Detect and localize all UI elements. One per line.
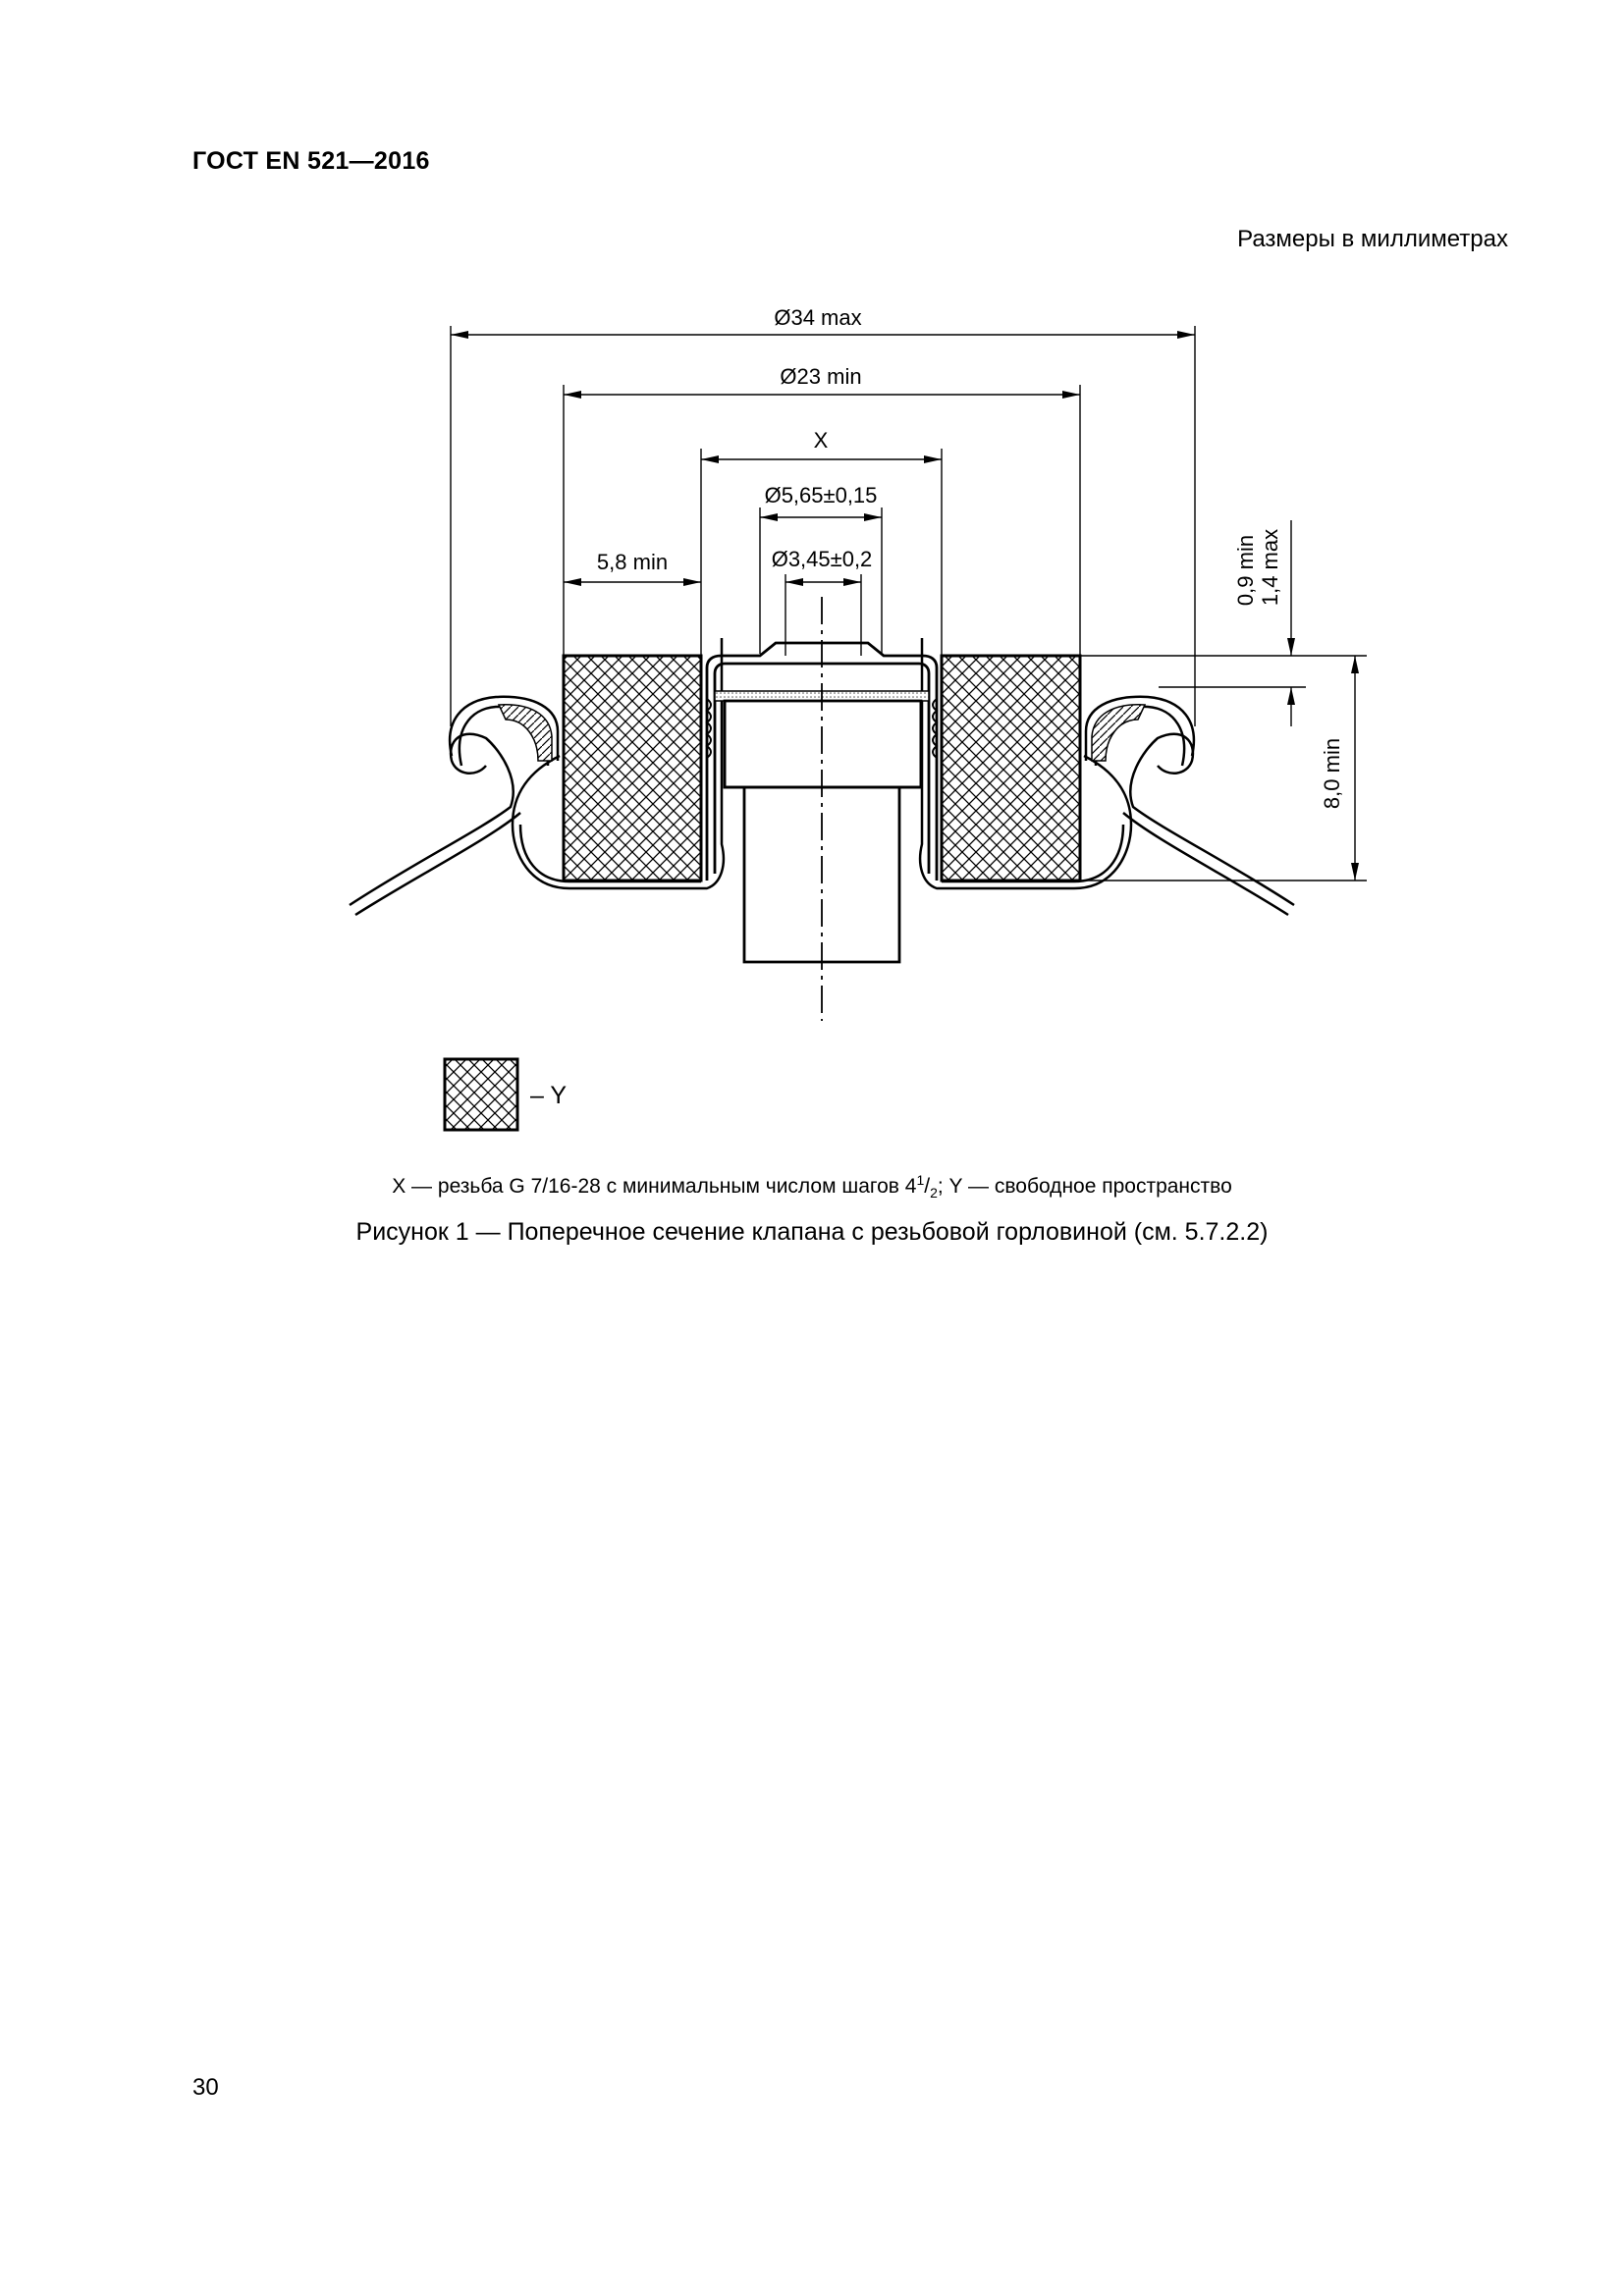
dim-label-w58: 5,8 min bbox=[596, 550, 669, 574]
left-bead-hatch bbox=[499, 705, 552, 761]
dim-label-h80: 8,0 min bbox=[1320, 737, 1344, 810]
seal-left bbox=[564, 656, 701, 881]
note-fraction-sup: 1 bbox=[916, 1172, 925, 1188]
legend-label: – Y bbox=[530, 1082, 568, 1109]
note-fraction-slash: / bbox=[924, 1175, 931, 1198]
units-note: Размеры в миллиметрах bbox=[1237, 226, 1508, 252]
dim-label-x: X bbox=[813, 428, 829, 453]
dim-label-d23: Ø23 min bbox=[780, 364, 862, 389]
document-header: ГОСТ EN 521—2016 bbox=[192, 147, 430, 175]
figure-note bbox=[0, 1172, 1624, 1201]
right-bead-hatch bbox=[1092, 705, 1145, 761]
seal-right bbox=[942, 656, 1080, 881]
note-text-part2: ; Y — свободное пространство bbox=[937, 1175, 1232, 1198]
dim-label-d565: Ø5,65±0,15 bbox=[764, 483, 878, 507]
page-number: 30 bbox=[192, 2074, 219, 2101]
dim-label-h14: 1,4 max bbox=[1258, 528, 1282, 607]
note-text-part1: X — резьба G 7/16-28 с минимальным числом шагов 4 bbox=[392, 1175, 917, 1198]
figure-caption: Рисунок 1 — Поперечное сечение клапана с резьбовой горловиной (см. 5.7.2.2) bbox=[355, 1218, 1269, 1246]
dim-label-d345: Ø3,45±0,2 bbox=[771, 547, 873, 571]
dim-label-d34: Ø34 max bbox=[774, 305, 862, 330]
dim-label-h09: 0,9 min bbox=[1233, 534, 1258, 607]
legend-swatch bbox=[445, 1059, 517, 1130]
note-fraction-sub: 2 bbox=[930, 1185, 938, 1201]
